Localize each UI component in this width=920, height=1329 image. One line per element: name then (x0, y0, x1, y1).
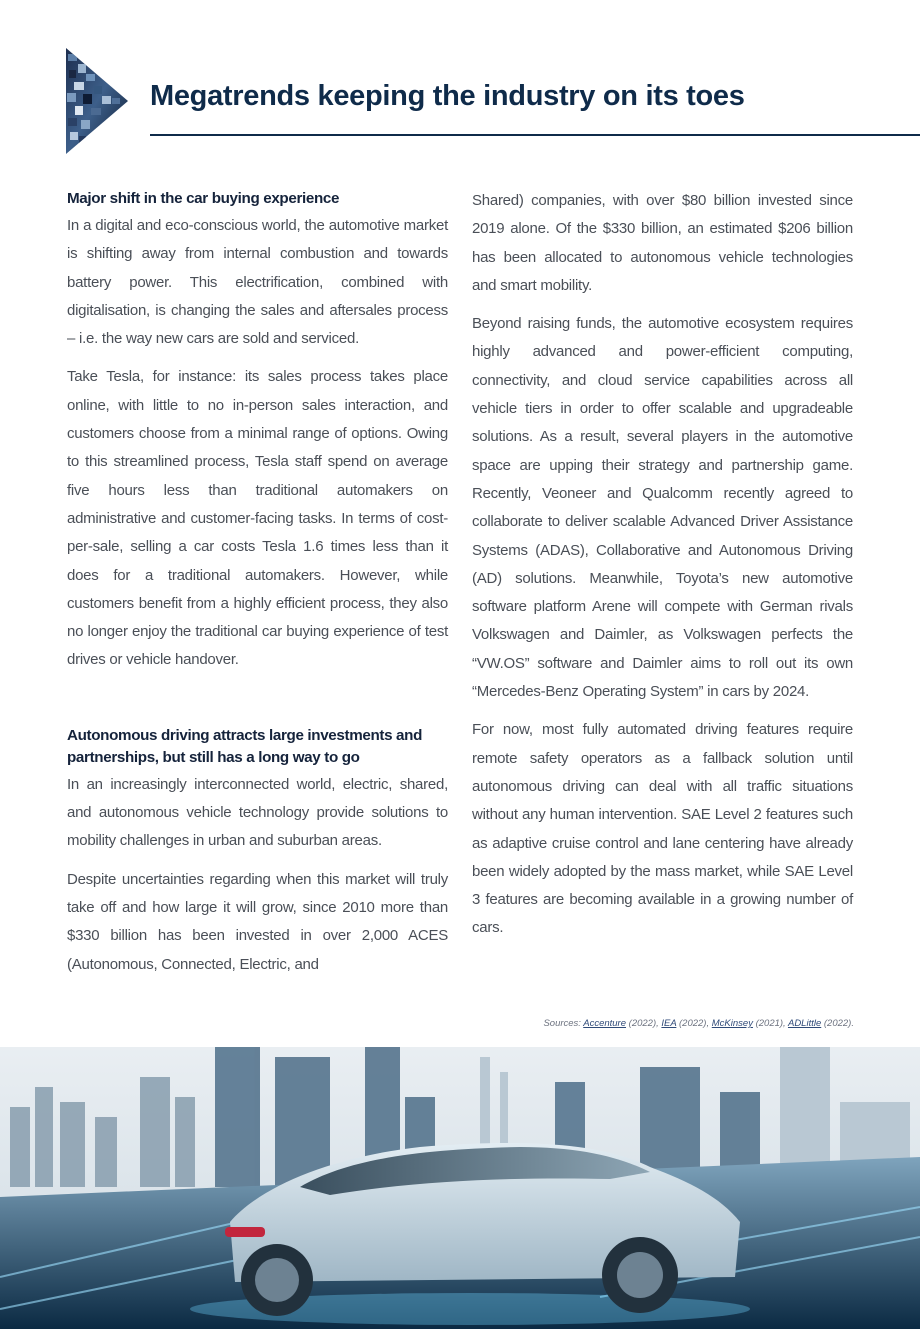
source-year: (2022), (626, 1018, 662, 1029)
body-paragraph: Shared) companies, with over $80 billion invested since 2019 alone. Of the $330 billion, an estimated $206 billion has been allocated to autonomous vehicle technologies and smart mobility. (472, 192, 853, 294)
body-paragraph: Despite uncertainties regarding when this market will truly take off and how large it will grow, since 2010 more than $330 billion has been invested in over 2,000 ACES (Autonomous, Connected, Electric, and (67, 870, 448, 973)
source-year: (2021), (752, 1018, 788, 1029)
source-year: (2022), (676, 1018, 712, 1029)
sources-note (543, 1018, 854, 1029)
body-paragraph: For now, most fully automated driving features require remote safety operators as a fallback solution until autonomous driving can deal with all traffic situations without any human intervention. SAE Level 2 features such as adaptive cruise control and lane centering have already been widely adopted by the mass market, while SAE Level 3 features are becoming available in a growing number of cars. (472, 721, 853, 937)
brand-triangle-logo (66, 48, 128, 154)
sources-prefix: Sources: (543, 1018, 584, 1029)
right-column (472, 187, 853, 953)
page-title: Megatrends keeping the industry on its toes (150, 80, 745, 112)
autonomous-car-city-image (0, 1047, 920, 1329)
body-paragraph: Beyond raising funds, the automotive ecosystem requires highly advanced and power-efficient computing, connectivity, and cloud service capabilities across all vehicle tiers in order to offer scalable and upgradeable solutions. As a result, several players in the automotive space are upping their strategy and partnership game. Recently, Veoneer and Qualcomm recently agreed to collaborate to deliver scalable Advanced Driver Assistance Systems (ADAS), Collaborative and Autonomous Driving (AD) solutions. Meanwhile, Toyota’s new automotive software platform Arene will compete with German rivals Volkswagen and Daimler, as Volkswagen perfects the “VW.OS” software and Daimler aims to roll out its own “Mercedes-Benz Operating System” in cars by 2024. (472, 315, 853, 701)
body-paragraph: In a digital and eco-conscious world, the automotive market is shifting away from internal combustion and towards battery power. This electrification, combined with digitalisation, is changing the sales and aftersales process – i.e. the way new cars are sold and serviced. (67, 217, 448, 348)
title-divider (150, 134, 920, 136)
left-column (67, 188, 448, 989)
source-link-accenture[interactable]: Accenture (583, 1018, 627, 1029)
body-paragraph: Take Tesla, for instance: its sales process takes place online, with little to no in-person sales interaction, and customers choose from a minimal range of options. Owing to this streamlined process, Tesla staff spend on average five hours less than traditional automakers on administrative and customer-facing tasks. In terms of cost-per-sale, selling a car costs Tesla 1.6 times less than it does for a traditional automakers. However, while customers benefit from a highly efficient process, they also no longer enjoy the traditional car buying experience of test drives or vehicle handover. (67, 368, 448, 669)
source-link-adlittle[interactable]: ADLittle (787, 1018, 822, 1029)
body-paragraph: In an increasingly interconnected world, electric, shared, and autonomous vehicle technology provide solutions to mobility challenges in urban and suburban areas. (67, 775, 448, 850)
source-link-iea[interactable]: IEA (661, 1018, 677, 1029)
section-heading-autonomous-driving: Autonomous driving attracts large investments and partnerships, but still has a long way to go (67, 726, 423, 766)
source-year: (2022). (821, 1018, 854, 1029)
source-link-mckinsey[interactable]: McKinsey (711, 1018, 753, 1029)
section-heading-car-buying: Major shift in the car buying experience (67, 190, 340, 207)
